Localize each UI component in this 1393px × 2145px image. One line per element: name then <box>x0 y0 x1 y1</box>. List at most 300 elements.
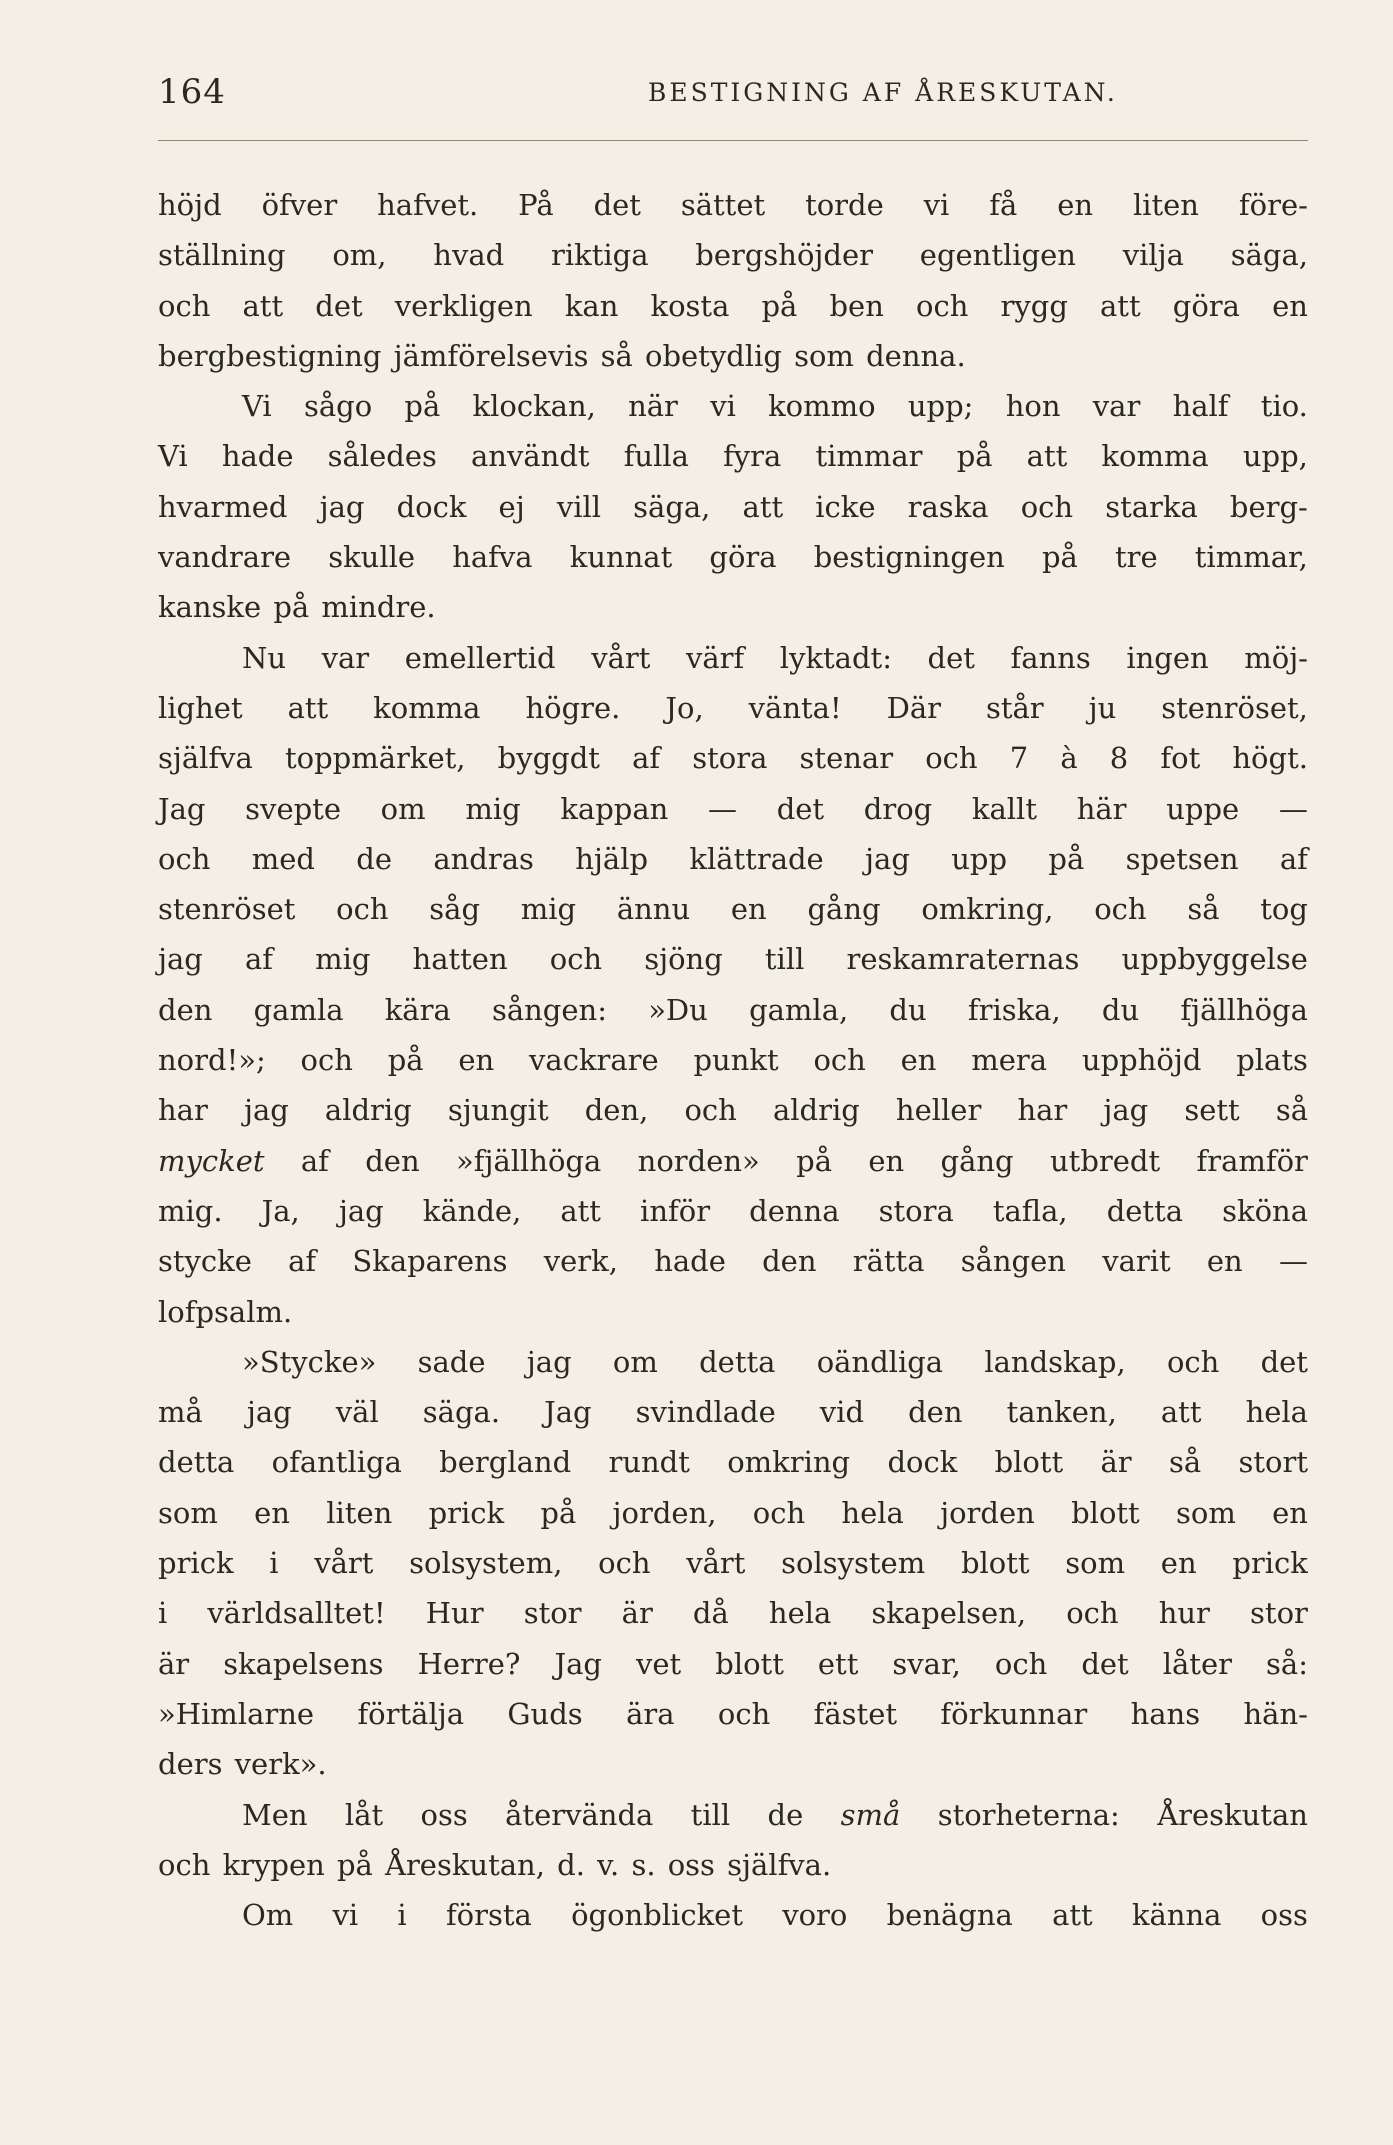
word: spetsen <box>1125 841 1239 876</box>
word: på <box>1041 540 1078 575</box>
word: Åreskutan, <box>385 1847 545 1882</box>
word: och <box>158 1847 211 1882</box>
word: af <box>1279 841 1308 876</box>
word: gamla, <box>749 992 849 1027</box>
word: och <box>1094 892 1147 927</box>
word: ännu <box>616 892 691 927</box>
word: att <box>242 288 284 323</box>
text-line <box>158 1538 1308 1588</box>
word: omkring <box>727 1445 851 1480</box>
word: och <box>916 288 969 323</box>
word: bergshöjder <box>695 238 874 273</box>
text-line <box>158 582 1308 632</box>
word: och <box>158 841 211 876</box>
word: en <box>458 1043 495 1078</box>
word: upp; <box>907 389 974 424</box>
word: och <box>1166 1344 1220 1379</box>
word: jag <box>1103 1093 1149 1128</box>
word: tio. <box>1260 389 1308 424</box>
word: det <box>1081 1646 1129 1681</box>
word: att <box>560 1193 601 1228</box>
word: landskap, <box>984 1344 1126 1379</box>
word: i <box>158 1596 168 1631</box>
word: och <box>598 1546 651 1581</box>
text-line <box>158 683 1308 733</box>
text-line <box>158 1739 1308 1789</box>
word: och <box>549 942 603 977</box>
word: en <box>730 892 767 927</box>
word: förtälja <box>357 1696 465 1731</box>
word: sjungit <box>447 1093 549 1128</box>
word: världsalltet! <box>207 1596 386 1631</box>
word: kommo <box>768 389 876 424</box>
word: komma <box>373 690 481 725</box>
word: så: <box>1266 1646 1308 1681</box>
text-line <box>158 1790 1308 1840</box>
text-line <box>158 733 1308 783</box>
word: emellertid <box>404 640 556 675</box>
word: om, <box>332 238 387 273</box>
word: detta <box>1106 1193 1184 1228</box>
word: jorden, <box>612 1495 717 1530</box>
word: half <box>1172 389 1229 424</box>
text-line <box>158 633 1308 683</box>
word: den <box>908 1395 963 1430</box>
word: v. <box>597 1847 620 1882</box>
word: uppbyggelse <box>1121 942 1308 977</box>
word: icke <box>815 489 876 524</box>
word: här <box>1076 791 1127 826</box>
word: på <box>796 1143 832 1178</box>
word: hela <box>768 1596 832 1631</box>
word: aldrig <box>324 1093 412 1128</box>
text-line <box>158 1588 1308 1638</box>
word: mindre. <box>321 590 436 625</box>
word: hafva <box>452 540 533 575</box>
word: sjöng <box>644 942 723 977</box>
word: storheterna: <box>937 1797 1120 1832</box>
word: och <box>336 892 389 927</box>
word: jorden <box>940 1495 1035 1530</box>
word: att <box>1160 1395 1202 1430</box>
text-line <box>158 1136 1308 1186</box>
word: säga, <box>1230 238 1308 273</box>
word: torde <box>805 188 884 222</box>
word: såg <box>429 892 481 927</box>
word: Vi <box>242 389 272 424</box>
word: på <box>273 590 310 625</box>
running-title: BESTIGNING AF ÅRESKUTAN. <box>648 78 1118 107</box>
word: ställning <box>158 238 286 273</box>
word: sången: <box>491 992 607 1027</box>
word: svepte <box>245 791 341 826</box>
word: hela <box>841 1495 904 1530</box>
word: Nu <box>242 640 287 675</box>
word: fot <box>1160 741 1201 776</box>
word: en <box>254 1495 290 1530</box>
word: och <box>684 1093 737 1128</box>
word: rundt <box>608 1445 690 1480</box>
word: kallt <box>971 791 1037 826</box>
word: Vi <box>158 439 188 474</box>
word: prick <box>158 1546 234 1581</box>
word: tog <box>1260 892 1308 927</box>
word: vårt <box>686 1546 746 1581</box>
word: jämförelsevis <box>393 338 589 373</box>
word: har <box>1017 1093 1068 1128</box>
word: krypen <box>222 1847 325 1882</box>
word: verkligen <box>394 288 533 323</box>
word: Jag <box>554 1646 602 1681</box>
word: och <box>925 741 978 776</box>
word: med <box>251 841 315 876</box>
word: lighet <box>158 690 243 725</box>
word: om <box>380 791 426 826</box>
word: ingen <box>1126 640 1209 675</box>
word: de <box>356 841 393 876</box>
word: klockan, <box>472 389 596 424</box>
word: lofpsalm. <box>158 1294 293 1329</box>
word: vet <box>636 1646 682 1681</box>
word: kände, <box>422 1193 522 1228</box>
word: gamla <box>253 992 344 1027</box>
word: hur <box>1158 1596 1210 1631</box>
word: stort <box>1238 1445 1308 1480</box>
word: vackrare <box>529 1043 659 1078</box>
word: som <box>794 338 854 373</box>
word: jag <box>319 489 365 524</box>
word: så <box>1275 1093 1308 1128</box>
word: mig <box>465 791 521 826</box>
word: vilja <box>1122 238 1184 273</box>
word: hatten <box>412 942 508 977</box>
word: var <box>1092 389 1141 424</box>
word: Där <box>886 690 941 725</box>
word: upp, <box>1242 439 1308 474</box>
word: förkunnar <box>940 1696 1088 1731</box>
word: prick <box>1232 1546 1308 1581</box>
word: hvarmed <box>158 489 288 524</box>
word: till <box>764 942 805 977</box>
word: bestigningen <box>813 540 1005 575</box>
word: är <box>1100 1445 1132 1480</box>
word: står <box>985 690 1044 725</box>
word: timmar, <box>1194 540 1308 575</box>
word: således <box>327 439 437 474</box>
word: starka <box>1105 489 1198 524</box>
word: af <box>244 942 273 977</box>
word: stycke <box>158 1244 252 1279</box>
word: bergbestigning <box>158 338 382 373</box>
word: prick <box>428 1495 505 1530</box>
word: de <box>767 1797 804 1832</box>
word: ofantliga <box>271 1445 402 1480</box>
word: stora <box>692 741 768 776</box>
word: en <box>1057 188 1094 222</box>
word: andras <box>433 841 534 876</box>
word: hade <box>654 1244 726 1279</box>
word: af <box>288 1244 317 1279</box>
word: fjällhöga <box>1180 992 1308 1027</box>
word: stor <box>1250 1596 1308 1631</box>
text-line <box>158 431 1308 481</box>
word: Om <box>242 1898 294 1933</box>
word: verk, <box>543 1244 618 1279</box>
word: blott <box>1071 1495 1140 1530</box>
word: rätta <box>852 1244 925 1279</box>
word: norden» <box>637 1143 760 1178</box>
word: må <box>158 1395 203 1430</box>
word: var <box>321 640 370 675</box>
word: på <box>956 439 993 474</box>
word: är <box>158 1646 190 1681</box>
word: det <box>1260 1344 1308 1379</box>
word: fästet <box>813 1696 898 1731</box>
word: en <box>868 1143 905 1178</box>
word: liten <box>1132 188 1199 222</box>
word: på <box>404 389 441 424</box>
word: komma <box>1101 439 1209 474</box>
word: hon <box>1005 389 1061 424</box>
word: och <box>813 1043 866 1078</box>
word: i <box>269 1546 279 1581</box>
word: inför <box>640 1193 711 1228</box>
word: tre <box>1114 540 1158 575</box>
word: varit <box>1102 1244 1171 1279</box>
word: stenröset, <box>1161 690 1308 725</box>
word: berg- <box>1229 489 1308 524</box>
word: Jag <box>158 791 206 826</box>
word: oss <box>667 1847 715 1882</box>
word: sången <box>960 1244 1066 1279</box>
word: friska, <box>967 992 1061 1027</box>
word: små <box>840 1797 901 1832</box>
word: det <box>927 640 975 675</box>
word: nord!»; <box>158 1043 266 1078</box>
word: drog <box>863 791 933 826</box>
word: du <box>1101 992 1140 1027</box>
word: väl <box>335 1395 379 1430</box>
word: möj- <box>1244 640 1308 675</box>
word: solsystem, <box>409 1546 563 1581</box>
word: af <box>632 741 661 776</box>
word: stora <box>878 1193 954 1228</box>
word: på <box>1048 841 1085 876</box>
text-line <box>158 1488 1308 1538</box>
word: bergland <box>439 1445 572 1480</box>
text-line <box>158 281 1308 331</box>
word: sättet <box>680 188 766 222</box>
word: à <box>1060 741 1078 776</box>
word: verk». <box>234 1747 327 1782</box>
word: detta <box>699 1344 776 1379</box>
word: stor <box>523 1596 582 1631</box>
word: Hur <box>425 1596 484 1631</box>
text-line <box>158 784 1308 834</box>
word: den, <box>584 1093 649 1128</box>
text-line <box>158 985 1308 1035</box>
header-rule <box>158 140 1308 141</box>
word: Jo, <box>665 690 704 725</box>
word: kanske <box>158 590 262 625</box>
word: öfver <box>261 188 338 222</box>
word: så <box>1187 892 1220 927</box>
text-line <box>158 532 1308 582</box>
word: vänta! <box>748 690 842 725</box>
page-number: 164 <box>158 72 226 112</box>
word: kan <box>564 288 619 323</box>
word: tafla, <box>992 1193 1068 1228</box>
word: det <box>593 188 641 222</box>
word: hans <box>1130 1696 1201 1731</box>
word: få <box>989 188 1018 222</box>
text-line <box>158 1689 1308 1739</box>
word: oändliga <box>816 1344 944 1379</box>
word: timmar <box>815 439 923 474</box>
word: detta <box>158 1445 235 1480</box>
text-line <box>158 1085 1308 1135</box>
word: ben <box>829 288 884 323</box>
word: af <box>300 1143 329 1178</box>
word: jag <box>338 1193 384 1228</box>
word: vid <box>819 1395 865 1430</box>
word: egentligen <box>919 238 1076 273</box>
word: »fjällhöga <box>455 1143 602 1178</box>
word: vi <box>923 188 950 222</box>
word: en <box>1160 1546 1197 1581</box>
word: på <box>761 288 798 323</box>
word: en <box>900 1043 937 1078</box>
word: lyktadt: <box>779 640 892 675</box>
word: — <box>1278 791 1308 826</box>
word: en <box>1272 1495 1308 1530</box>
word: jag <box>246 1395 292 1430</box>
word: »Stycke» <box>242 1344 377 1379</box>
word: På <box>518 188 554 222</box>
word: att <box>1026 439 1068 474</box>
text-line <box>158 1387 1308 1437</box>
word: sett <box>1184 1093 1240 1128</box>
word: riktiga <box>550 238 649 273</box>
word: Åreskutan <box>1157 1797 1308 1832</box>
word: första <box>445 1898 532 1933</box>
word: plats <box>1236 1043 1308 1078</box>
word: Jag <box>544 1395 592 1430</box>
text-line <box>158 331 1308 381</box>
word: omkring, <box>921 892 1054 927</box>
word: — <box>1278 1244 1308 1279</box>
word: ders <box>158 1747 223 1782</box>
word: 8 <box>1109 741 1129 776</box>
word: du <box>889 992 927 1027</box>
word: den <box>762 1244 817 1279</box>
word: vi <box>332 1898 359 1933</box>
word: sågo <box>303 389 373 424</box>
word: när <box>628 389 678 424</box>
word: aldrig <box>772 1093 860 1128</box>
word: sköna <box>1222 1193 1308 1228</box>
word: säga, <box>633 489 711 524</box>
word: så <box>600 338 633 373</box>
word: mycket <box>158 1143 265 1178</box>
word: att <box>742 489 784 524</box>
word: sade <box>417 1344 486 1379</box>
word: — <box>708 791 738 826</box>
text-line <box>158 1890 1308 1940</box>
word: kosta <box>650 288 730 323</box>
text-line <box>158 1236 1308 1286</box>
word: kunnat <box>569 540 673 575</box>
word: svindlade <box>635 1395 776 1430</box>
word: skapelsen, <box>871 1596 1027 1631</box>
word: ej <box>498 489 525 524</box>
text-line <box>158 180 1308 230</box>
text-line <box>158 482 1308 532</box>
word: återvända <box>505 1797 654 1832</box>
word: göra <box>1172 288 1240 323</box>
word: till <box>690 1797 731 1832</box>
word: i <box>397 1898 407 1933</box>
word: oss <box>1260 1898 1308 1933</box>
word: det <box>315 288 363 323</box>
word: högt. <box>1232 741 1308 776</box>
word: hän- <box>1243 1696 1308 1731</box>
word: användt <box>471 439 590 474</box>
text-line <box>158 381 1308 431</box>
word: klättrade <box>689 841 824 876</box>
word: upp <box>951 841 1008 876</box>
word: Men <box>242 1797 308 1832</box>
word: höjd <box>158 188 222 222</box>
word: om <box>612 1344 658 1379</box>
word: ära <box>626 1696 675 1731</box>
word: fanns <box>1010 640 1091 675</box>
word: mig <box>520 892 577 927</box>
word: vårt <box>591 640 651 675</box>
word: »Himlarne <box>158 1696 315 1731</box>
word: Herre? <box>417 1646 521 1681</box>
word: låt <box>344 1797 384 1832</box>
text-line <box>158 1337 1308 1387</box>
word: voro <box>782 1898 848 1933</box>
word: upphöjd <box>1081 1043 1202 1078</box>
word: jag <box>865 841 910 876</box>
word: obetydlig <box>645 338 782 373</box>
word: kära <box>384 992 451 1027</box>
text-line <box>158 1840 1308 1890</box>
word: ögonblicket <box>571 1898 743 1933</box>
body-text <box>158 180 1308 1940</box>
word: s. <box>631 1847 656 1882</box>
word: tanken, <box>1006 1395 1117 1430</box>
word: vill <box>556 489 602 524</box>
word: skulle <box>328 540 416 575</box>
word: raska <box>907 489 989 524</box>
word: mera <box>971 1043 1048 1078</box>
word: och <box>158 288 211 323</box>
word: vandrare <box>158 540 292 575</box>
word: reskamraternas <box>846 942 1080 977</box>
word: gång <box>940 1143 1014 1178</box>
word: oss <box>420 1797 468 1832</box>
word: heller <box>895 1093 982 1128</box>
word: svar, <box>892 1646 961 1681</box>
word: jag <box>158 942 203 977</box>
word: det <box>776 791 825 826</box>
word: den <box>158 992 213 1027</box>
word: byggdt <box>497 741 600 776</box>
word: den <box>365 1143 420 1178</box>
